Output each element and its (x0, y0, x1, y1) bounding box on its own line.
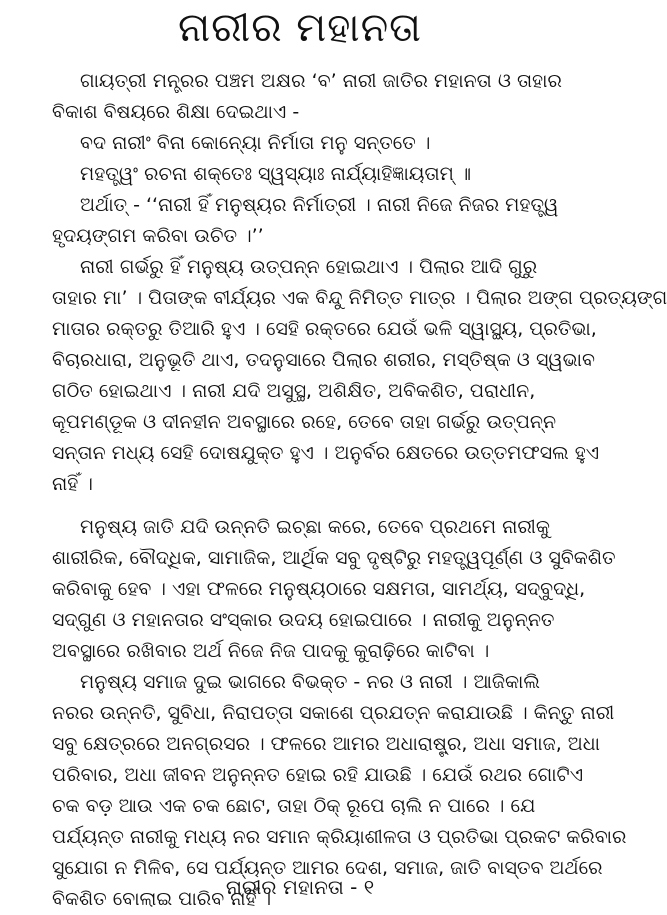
text-line: ଗାୟତ୍ରୀ ମନ୍ତ୍ରର ପଞ୍ଚମ ଅକ୍ଷର ‘ବ’ ନାରୀ ଜାତିର ମହାନତା ଓ ତାହାର (80, 70, 562, 92)
text-line: ନରର ଉନ୍ନତି, ସୁବିଧା, ନିରାପତ୍ତା ସକାଶେ ପ୍ରଯତ୍ନ କରାଯାଉଛି । କିନ୍ତୁ ନାରୀ (52, 702, 615, 724)
text-line: ଚକ ବଡ଼ ଆଉ ଏକ ଚକ ଛୋଟ, ତାହା ଠିକ୍ ରୂପେ ଚାଲି ନ ପାରେ । ଯେ (52, 795, 536, 817)
verse-line: ବଦ ନାରୀଂ ବିନା କୋନ୍ୟୋ ନିର୍ମାତା ମନୁ ସନ୍ତତେ । (80, 132, 431, 154)
text-line: ତାହାର ମା’ । ପିତାଙ୍କ ବୀର୍ଯ୍ୟର ଏକ ବିନ୍ଦୁ ନିମିତ୍ତ ମାତ୍ର । ପିଲାର ଅଙ୍ଗ ପ୍ରତ୍ୟଙ୍ଗ (52, 287, 667, 309)
text-line: ଶାରୀରିକ, ବୌଦ୍ଧିକ, ସାମାଜିକ, ଆର୍ଥିକ ସବୁ ଦୃଷ୍ଟିରୁ ମହତ୍ତ୍ୱପୂର୍ଣ୍ଣ ଓ ସୁବିକଶିତ (52, 547, 616, 569)
text-line: ସଦ୍‌ଗୁଣ ଓ ମହାନତାର ସଂସ୍କାର ଉଦୟ ହୋଇପାରେ । ନାରୀକୁ ଅନୁନ୍ନତ (52, 609, 555, 631)
text-line: ବିକାଶ ବିଷୟରେ ଶିକ୍ଷା ଦେଇଥାଏ - (52, 101, 300, 123)
text-line: କରିବାକୁ ହେବ । ଏହା ଫଳରେ ମନୁଷ୍ୟଠାରେ ସକ୍ଷମତା, ସାମର୍ଥ୍ୟ, ସଦ୍‌ବୁଦ୍ଧି, (52, 578, 586, 600)
text-line: ହୃଦୟଙ୍ଗମ କରିବା ଉଚିତ ।’’ (52, 225, 264, 247)
text-line: ସୁଯୋଗ ନ ମିଳିବ, ସେ ପର୍ଯ୍ୟନ୍ତ ଆମର ଦେଶ, ସମାଜ, ଜାତି ବାସ୍ତବ ଅର୍ଥରେ (52, 857, 603, 879)
text-line: ନାରୀ ଗର୍ଭରୁ ହିଁ ମନୁଷ୍ୟ ଉତ୍ପନ୍ନ ହୋଇଥାଏ । ପିଲାର ଆଦି ଗୁରୁ (80, 256, 538, 278)
text-line: ବିଚାରଧାରା, ଅନୁଭୂତି ଥାଏ, ତଦନୁସାରେ ପିଲାର ଶରୀର, ମସ୍ତିଷ୍କ ଓ ସ୍ୱଭାବ (52, 349, 595, 371)
page-title: ନାରୀର ମହାନତା (178, 5, 422, 51)
verse-line: ମହତ୍ତ୍ୱଂ ରଚନା ଶକ୍ତେଃ ସ୍ୱସ୍ୟାଃ ନାର୍ଯ୍ୟାହିଜ୍ଞାୟତାମ୍ ॥ (80, 163, 472, 185)
text-line: ବିକଶିତ ବୋଲାଇ ପାରିବ ନାହିଁ । (52, 888, 272, 910)
text-line: ସନ୍ତାନ ମଧ୍ୟ ସେହି ଦୋଷଯୁକ୍ତ ହୁଏ । ଅନୁର୍ବର କ୍ଷେତରେ ଉତ୍ତମଫସଲ ହୁଏ (52, 442, 600, 464)
text-line: ମନୁଷ୍ୟ ଜାତି ଯଦି ଉନ୍ନତି ଇଚ୍ଛା କରେ, ତେବେ ପ୍ରଥମେ ନାରୀକୁ (80, 516, 550, 538)
text-line: ସବୁ କ୍ଷେତ୍ରରେ ଅନଗ୍ରସର । ଫଳରେ ଆମର ଅଧାରାଷ୍ଟ୍ର, ଅଧା ସମାଜ, ଅଧା (52, 733, 600, 755)
text-line: ନାହିଁ । (52, 473, 93, 495)
page-footer: ନାରୀର ମହାନତା - ୧ (225, 875, 375, 899)
text-line: କୂପମଣ୍ଡୂକ ଓ ଦୀନହୀନ ଅବସ୍ଥାରେ ରହେ, ତେବେ ତାହା ଗର୍ଭରୁ ଉତ୍ପନ୍ନ (52, 411, 557, 433)
text-line: ଅବସ୍ଥାରେ ରଖିବାର ଅର୍ଥ ନିଜେ ନିଜ ପାଦକୁ କୁରାଢ଼ିରେ କାଟିବା । (52, 640, 490, 662)
text-line: ପରିବାର, ଅଧା ଜୀବନ ଅନୁନ୍ନତ ହୋଇ ରହି ଯାଉଛି । ଯେଉଁ ରଥର ଗୋଟିଏ (52, 764, 584, 786)
text-line: ମନୁଷ୍ୟ ସମାଜ ଦୁଇ ଭାଗରେ ବିଭକ୍ତ - ନର ଓ ନାରୀ । ଆଜିକାଲି (80, 671, 540, 693)
text-line: ଅର୍ଥାତ୍ - ‘‘ନାରୀ ହିଁ ମନୁଷ୍ୟର ନିର୍ମାତ୍ରୀ । ନାରୀ ନିଜେ ନିଜର ମହତ୍ତ୍ୱ (80, 194, 559, 216)
body-text (52, 66, 667, 915)
paragraph-gap (52, 500, 590, 512)
text-line: ପର୍ଯ୍ୟନ୍ତ ନାରୀକୁ ମଧ୍ୟ ନର ସମାନ କ୍ରିୟାଶୀଳତା ଓ ପ୍ରତିଭା ପ୍ରକଟ କରିବାର (52, 826, 627, 848)
text-line: ଗଠିତ ହୋଇଥାଏ । ନାରୀ ଯଦି ଅସୁସ୍ଥ, ଅଶିକ୍ଷିତ, ଅବିକଶିତ, ପରାଧୀନ, (52, 380, 536, 402)
text-line: ମାତାର ରକ୍ତରୁ ତିଆରି ହୁଏ । ସେହି ରକ୍ତରେ ଯେଉଁ ଭଳି ସ୍ୱାସ୍ଥ୍ୟ, ପ୍ରତିଭା, (52, 318, 597, 340)
